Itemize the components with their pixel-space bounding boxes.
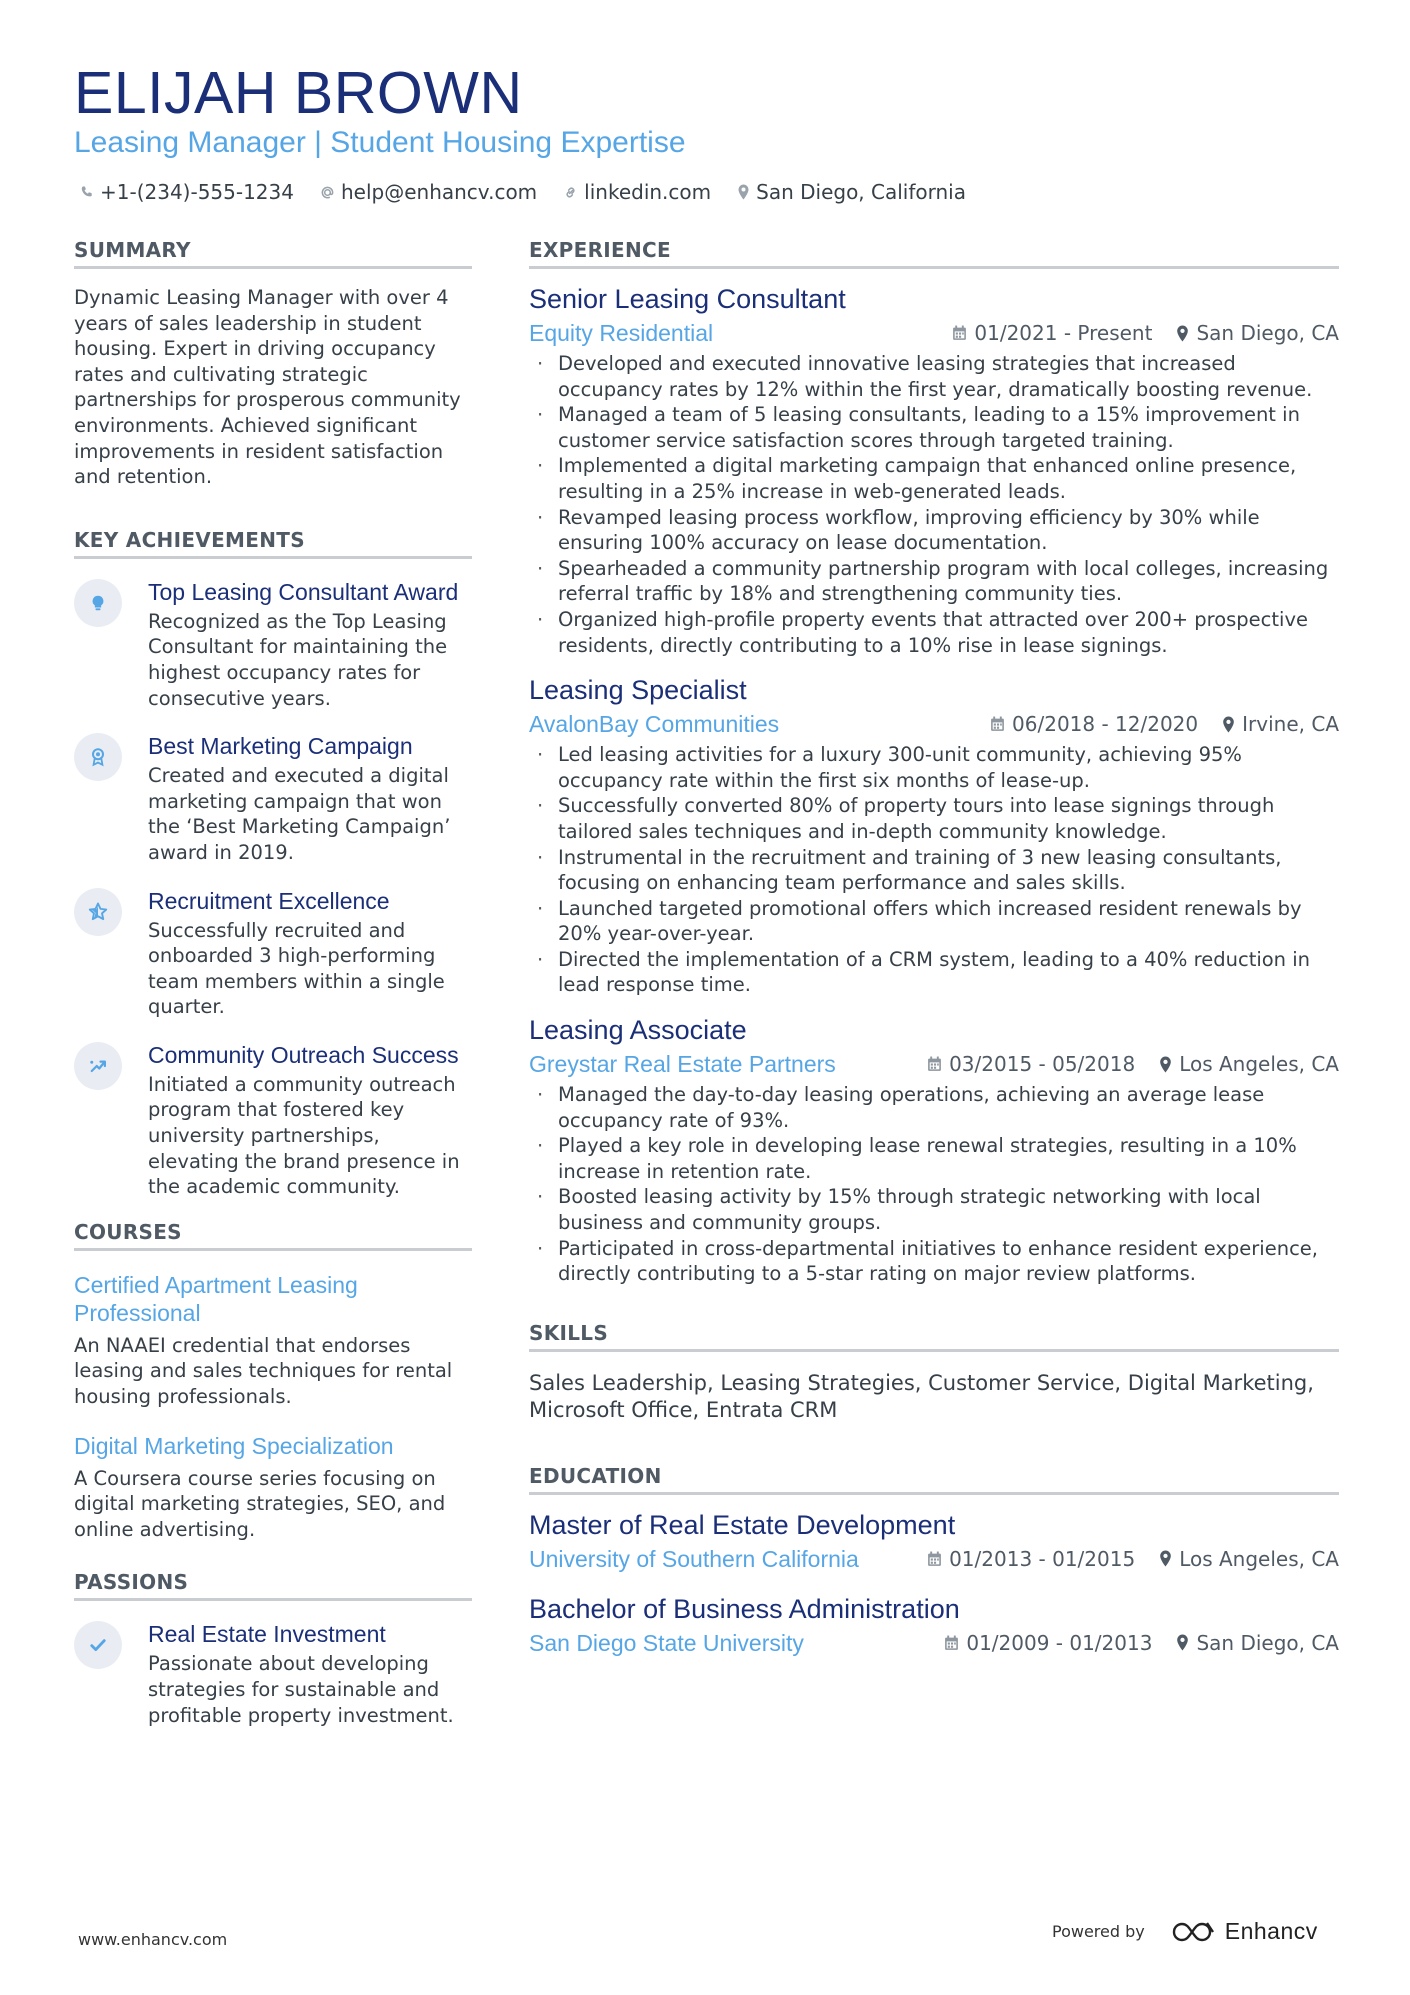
achievement-content: [148, 577, 472, 711]
job-entry: [529, 674, 1339, 998]
contact-phone[interactable]: [80, 180, 294, 204]
course-item: [74, 1271, 472, 1410]
job-company: AvalonBay Communities: [529, 711, 780, 738]
skills-section: [529, 1321, 1339, 1424]
job-location-text: San Diego, CA: [1196, 321, 1339, 345]
achievement-content: [148, 731, 472, 865]
location-pin-icon: [1222, 716, 1235, 733]
enhancv-logo-icon: [1171, 1920, 1217, 1944]
location-pin-icon: [1159, 1056, 1172, 1073]
achievement-item: [74, 886, 472, 1020]
education-dates: [944, 1631, 1152, 1655]
education-dates: [927, 1547, 1135, 1571]
job-dates-text: 06/2018 - 12/2020: [1012, 712, 1199, 737]
achievement-item: [74, 731, 472, 865]
right-column: [529, 238, 1339, 1677]
education-school: San Diego State University: [529, 1629, 804, 1656]
job-meta: [529, 319, 1339, 347]
job-title: Senior Leasing Consultant: [529, 284, 846, 314]
course-title: Digital Marketing Specialization: [74, 1432, 394, 1459]
experience-heading: EXPERIENCE: [529, 238, 1339, 269]
job-title: Leasing Specialist: [529, 675, 747, 706]
contact-email[interactable]: [320, 180, 537, 204]
job-company: Equity Residential: [529, 320, 714, 346]
achievement-title: Community Outreach Success: [148, 1041, 459, 1068]
education-entry: [529, 1593, 1339, 1657]
job-location: [1222, 712, 1339, 736]
achievement-item: [74, 577, 472, 711]
checkmark-icon: [74, 1621, 122, 1669]
achievement-text: Successfully recruited and onboarded 3 high-performing team members within a single quarter.: [148, 918, 445, 1019]
job-entry: [529, 1014, 1339, 1287]
education-location-text: Los Angeles, CA: [1179, 1546, 1339, 1571]
achievement-title: Top Leasing Consultant Award: [148, 578, 459, 605]
education-meta: [529, 1545, 1339, 1573]
job-bullet: · Instrumental in the recruitment and training of 3 new leasing consultants, focusing on enhancing team performance and sales skills.: [529, 845, 1339, 896]
award-icon: [74, 733, 122, 781]
education-heading: EDUCATION: [529, 1464, 1339, 1495]
education-degree: Bachelor of Business Administration: [529, 1593, 960, 1624]
job-bullet: · Managed a team of 5 leasing consultants, leading to a 15% improvement in customer service satisfaction scores through targeted training.: [529, 402, 1339, 453]
job-bullet: · Developed and executed innovative leasing strategies that increased occupancy rates by 12% within the first year, dramatically boosting revenue.: [529, 351, 1339, 402]
candidate-headline: Leasing Manager | Student Housing Expertise: [74, 126, 686, 159]
contact-location: [737, 180, 966, 204]
job-dates: [927, 1052, 1135, 1076]
summary-section: [74, 238, 472, 490]
education-meta-right: [927, 1547, 1339, 1571]
candidate-name: ELIJAH BROWN: [74, 60, 523, 126]
phone-icon: [80, 185, 94, 199]
courses-heading: COURSES: [74, 1220, 472, 1251]
job-dates-text: 03/2015 - 05/2018: [949, 1052, 1136, 1077]
job-bullet: · Successfully converted 80% of property tours into lease signings through tailored sales techniques and in-depth community knowledge.: [529, 793, 1339, 844]
job-bullet: · Led leasing activities for a luxury 300-unit community, achieving 95% occupancy rate within the first six months of lease-up.: [529, 742, 1339, 793]
calendar-icon: [927, 1056, 942, 1072]
education-meta: [529, 1629, 1339, 1657]
job-bullet: · Managed the day-to-day leasing operations, achieving an average lease occupancy rate of 93%.: [529, 1082, 1339, 1133]
job-dates: [952, 321, 1152, 345]
lightbulb-icon: [74, 579, 122, 627]
course-text: A Coursera course series focusing on digital marketing strategies, SEO, and online advertising.: [74, 1466, 446, 1541]
job-entry: [529, 283, 1339, 658]
achievement-title: Best Marketing Campaign: [148, 733, 413, 760]
achievement-content: [148, 886, 472, 1020]
growth-arrow-icon: [74, 1042, 122, 1090]
job-bullet: · Participated in cross-departmental initiatives to enhance resident experience, directly contributing to a 5-star rating on major review platforms.: [529, 1236, 1339, 1287]
summary-heading: SUMMARY: [74, 238, 472, 269]
job-location-text: Irvine, CA: [1242, 712, 1339, 737]
education-dates-text: 01/2013 - 01/2015: [949, 1546, 1136, 1571]
job-bullet: · Implemented a digital marketing campaign that enhanced online presence, resulting in a 25% increase in web-generated leads.: [529, 453, 1339, 504]
footer-branding: [1052, 1918, 1318, 1945]
education-degree: Master of Real Estate Development: [529, 1509, 956, 1540]
job-bullet: · Played a key role in developing lease renewal strategies, resulting in a 10% increase in retention rate.: [529, 1133, 1339, 1184]
skills-heading: SKILLS: [529, 1321, 1339, 1352]
achievement-text: Created and executed a digital marketing campaign that won the ‘Best Marketing Campaign’ award in 2019.: [148, 764, 451, 864]
enhancv-brand-text: Enhancv: [1224, 1918, 1318, 1944]
achievement-text: Initiated a community outreach program that fostered key university partnerships, elevating the brand presence in the academic community.: [148, 1072, 460, 1199]
summary-text: Dynamic Leasing Manager with over 4 years of sales leadership in student housing. Expert in driving occupancy rates and cultivating strategic partnerships for prosperous community environments. Achieved significant improvements in resident satisfaction and retention.: [74, 286, 461, 489]
job-bullet: · Boosted leasing activity by 15% through strategic networking with local business and community groups.: [529, 1184, 1339, 1235]
contact-linkedin[interactable]: [563, 180, 711, 204]
powered-by-text: Powered by: [1052, 1922, 1145, 1941]
contact-linkedin-text: linkedin.com: [584, 180, 712, 204]
location-pin-icon: [1176, 1634, 1189, 1651]
calendar-icon: [990, 716, 1005, 732]
education-entry: [529, 1509, 1339, 1573]
job-bullet: · Revamped leasing process workflow, improving efficiency by 30% while ensuring 100% accuracy on lease documentation.: [529, 505, 1339, 556]
job-dates-text: 01/2021 - Present: [974, 321, 1153, 345]
education-dates-text: 01/2009 - 01/2013: [966, 1630, 1153, 1655]
location-pin-icon: [1176, 325, 1189, 342]
at-icon: [320, 185, 335, 200]
contact-email-text: help@enhancv.com: [340, 180, 538, 204]
job-bullet: · Launched targeted promotional offers which increased resident renewals by 20% year-over-year.: [529, 896, 1339, 947]
job-dates: [990, 712, 1198, 736]
calendar-icon: [927, 1551, 942, 1567]
job-bullets: [529, 351, 1339, 658]
calendar-icon: [944, 1635, 959, 1651]
passion-title: Real Estate Investment: [148, 1621, 386, 1648]
passion-text: Passionate about developing strategies for sustainable and profitable property investment.: [148, 1652, 454, 1727]
course-text: An NAAEI credential that endorses leasing and sales techniques for rental housing professionals.: [74, 1333, 453, 1409]
education-location: [1159, 1547, 1339, 1571]
location-pin-icon: [737, 184, 750, 200]
job-location: [1159, 1052, 1339, 1076]
location-pin-icon: [1159, 1550, 1172, 1567]
passions-section: [74, 1570, 472, 1728]
job-meta: [529, 710, 1339, 738]
job-meta-right: [952, 321, 1339, 345]
job-title: Leasing Associate: [529, 1015, 747, 1046]
job-meta-right: [927, 1052, 1339, 1076]
achievement-item: [74, 1040, 472, 1200]
skills-text: Sales Leadership, Leasing Strategies, Customer Service, Digital Marketing, Microsoft Office, Entrata CRM: [529, 1370, 1314, 1422]
achievements-heading: KEY ACHIEVEMENTS: [74, 528, 472, 559]
job-location: [1176, 321, 1339, 345]
link-icon: [563, 185, 578, 200]
passion-item: [74, 1619, 472, 1728]
course-title: Certified Apartment Leasing Professional: [74, 1271, 358, 1326]
course-item: [74, 1432, 472, 1543]
contact-phone-text: +1-(234)-555-1234: [100, 180, 294, 204]
passion-content: [148, 1619, 472, 1728]
education-location: [1176, 1631, 1339, 1655]
job-meta-right: [990, 712, 1339, 736]
job-bullet: · Directed the implementation of a CRM system, leading to a 40% reduction in lead response time.: [529, 947, 1339, 998]
job-company: Greystar Real Estate Partners: [529, 1051, 836, 1078]
calendar-icon: [952, 325, 967, 341]
job-bullets: [529, 1082, 1339, 1287]
job-meta: [529, 1050, 1339, 1078]
star-icon: [74, 888, 122, 936]
experience-section: [529, 238, 1339, 1287]
achievement-content: [148, 1040, 472, 1200]
education-school: University of Southern California: [529, 1545, 859, 1572]
left-column: [74, 238, 472, 1748]
passions-heading: PASSIONS: [74, 1570, 472, 1601]
job-location-text: Los Angeles, CA: [1179, 1052, 1339, 1077]
education-section: [529, 1464, 1339, 1657]
achievements-section: [74, 528, 472, 1200]
education-location-text: San Diego, CA: [1196, 1630, 1339, 1655]
courses-section: [74, 1220, 472, 1543]
contact-bar: [80, 180, 992, 204]
achievement-title: Recruitment Excellence: [148, 887, 390, 914]
contact-location-text: San Diego, California: [756, 180, 966, 204]
job-bullet: · Organized high-profile property events that attracted over 200+ prospective residents, directly contributing to a 10% rise in lease signings.: [529, 607, 1339, 658]
footer-website[interactable]: www.enhancv.com: [78, 1930, 228, 1949]
achievement-text: Recognized as the Top Leasing Consultant for maintaining the highest occupancy rates for consecutive years.: [148, 609, 448, 710]
job-bullets: [529, 742, 1339, 998]
education-meta-right: [944, 1631, 1339, 1655]
job-bullet: · Spearheaded a community partnership program with local colleges, increasing referral traffic by 18% and strengthening community ties.: [529, 556, 1339, 607]
